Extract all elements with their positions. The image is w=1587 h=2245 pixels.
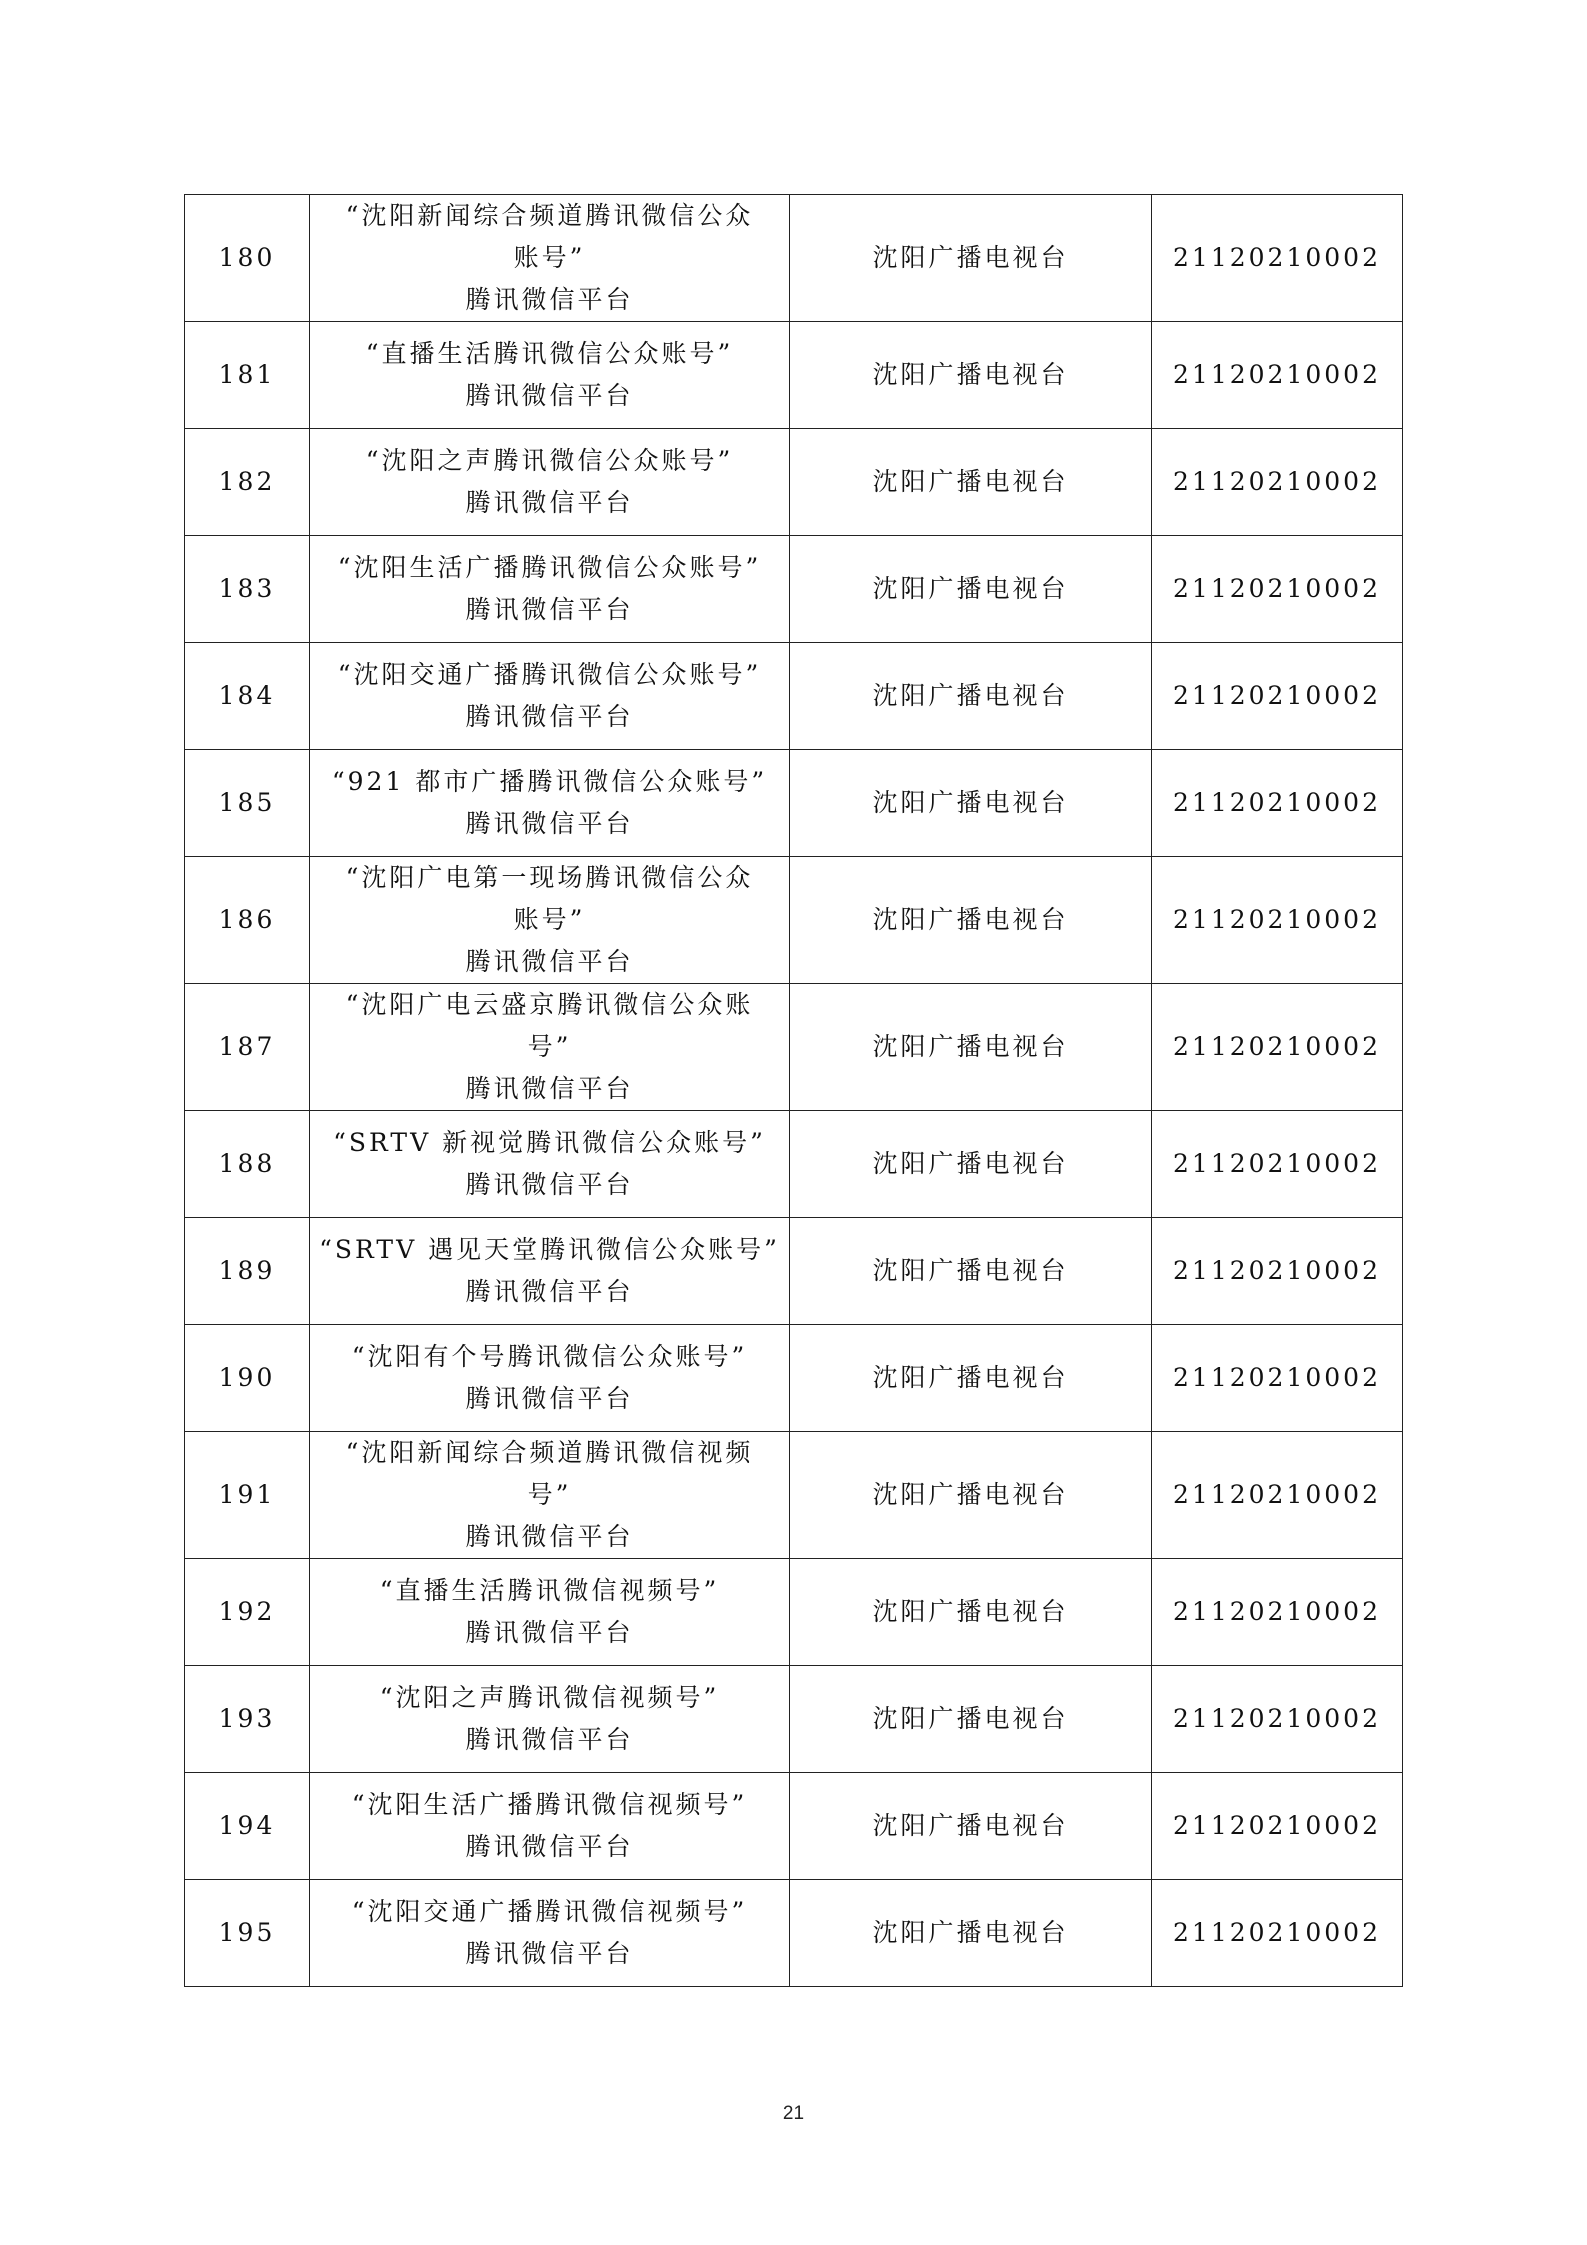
organization-cell: 沈阳广播电视台 — [790, 195, 1152, 322]
table-row — [185, 857, 1403, 984]
table-row — [185, 1666, 1403, 1773]
account-name-line: 腾讯微信平台 — [465, 947, 634, 976]
row-number-cell: 184 — [185, 643, 310, 750]
license-code-cell: 21120210002 — [1152, 1880, 1403, 1987]
account-name-cell — [310, 857, 790, 984]
account-name-cell — [310, 429, 790, 536]
account-name-cell — [310, 1559, 790, 1666]
account-name-cell — [310, 1432, 790, 1559]
table-row — [185, 536, 1403, 643]
account-name-line: 腾讯微信平台 — [465, 1618, 634, 1647]
account-name-cell — [310, 536, 790, 643]
table-row — [185, 1559, 1403, 1666]
account-name-cell — [310, 1666, 790, 1773]
account-name-line: “沈阳有个号腾讯微信公众账号” — [351, 1342, 748, 1371]
row-number-cell: 186 — [185, 857, 310, 984]
account-name-line: “沈阳新闻综合频道腾讯微信公众 — [345, 201, 754, 230]
account-name-line: “直播生活腾讯微信视频号” — [379, 1576, 720, 1605]
table-row — [185, 1111, 1403, 1218]
account-name-line: “沈阳广电云盛京腾讯微信公众账 — [345, 990, 754, 1019]
row-number-cell: 185 — [185, 750, 310, 857]
account-name-cell — [310, 643, 790, 750]
row-number-cell: 183 — [185, 536, 310, 643]
organization-cell: 沈阳广播电视台 — [790, 536, 1152, 643]
account-name-line: 腾讯微信平台 — [465, 809, 634, 838]
table-row — [185, 1325, 1403, 1432]
row-number-cell: 182 — [185, 429, 310, 536]
license-code-cell: 21120210002 — [1152, 322, 1403, 429]
organization-cell: 沈阳广播电视台 — [790, 984, 1152, 1111]
organization-cell: 沈阳广播电视台 — [790, 1559, 1152, 1666]
account-name-line: “沈阳之声腾讯微信公众账号” — [365, 446, 734, 475]
page-number: 21 — [782, 2103, 805, 2124]
account-name-line: 账号” — [513, 905, 586, 934]
organization-cell: 沈阳广播电视台 — [790, 1111, 1152, 1218]
license-code-cell: 21120210002 — [1152, 1666, 1403, 1773]
account-name-line: 腾讯微信平台 — [465, 595, 634, 624]
table-row — [185, 1773, 1403, 1880]
account-name-line: “沈阳交通广播腾讯微信视频号” — [351, 1897, 748, 1926]
table-row — [185, 1218, 1403, 1325]
license-table — [184, 194, 1403, 1987]
account-name-line: “SRTV 遇见天堂腾讯微信公众账号” — [319, 1235, 780, 1264]
account-name-line: 腾讯微信平台 — [465, 1832, 634, 1861]
license-code-cell: 21120210002 — [1152, 429, 1403, 536]
row-number-cell: 191 — [185, 1432, 310, 1559]
organization-cell: 沈阳广播电视台 — [790, 1773, 1152, 1880]
table-row — [185, 750, 1403, 857]
account-name-line: “沈阳生活广播腾讯微信公众账号” — [337, 553, 762, 582]
organization-cell: 沈阳广播电视台 — [790, 429, 1152, 536]
account-name-line: “沈阳广电第一现场腾讯微信公众 — [345, 863, 754, 892]
account-name-line: 号” — [527, 1480, 572, 1509]
license-code-cell: 21120210002 — [1152, 1325, 1403, 1432]
account-name-cell — [310, 1773, 790, 1880]
organization-cell: 沈阳广播电视台 — [790, 857, 1152, 984]
account-name-cell — [310, 984, 790, 1111]
account-name-line: 腾讯微信平台 — [465, 1725, 634, 1754]
account-name-line: 腾讯微信平台 — [465, 285, 634, 314]
license-code-cell: 21120210002 — [1152, 1218, 1403, 1325]
license-code-cell: 21120210002 — [1152, 536, 1403, 643]
row-number-cell: 194 — [185, 1773, 310, 1880]
account-name-line: “沈阳新闻综合频道腾讯微信视频 — [345, 1438, 754, 1467]
account-name-line: 账号” — [513, 243, 586, 272]
license-code-cell: 21120210002 — [1152, 1559, 1403, 1666]
organization-cell: 沈阳广播电视台 — [790, 643, 1152, 750]
row-number-cell: 181 — [185, 322, 310, 429]
account-name-cell — [310, 1218, 790, 1325]
row-number-cell: 189 — [185, 1218, 310, 1325]
account-name-line: 腾讯微信平台 — [465, 1074, 634, 1103]
row-number-cell: 195 — [185, 1880, 310, 1987]
account-name-line: “沈阳生活广播腾讯微信视频号” — [351, 1790, 748, 1819]
account-name-line: 腾讯微信平台 — [465, 702, 634, 731]
license-code-cell: 21120210002 — [1152, 643, 1403, 750]
account-name-line: 腾讯微信平台 — [465, 488, 634, 517]
organization-cell: 沈阳广播电视台 — [790, 1432, 1152, 1559]
row-number-cell: 190 — [185, 1325, 310, 1432]
account-name-line: “沈阳之声腾讯微信视频号” — [379, 1683, 720, 1712]
organization-cell: 沈阳广播电视台 — [790, 750, 1152, 857]
organization-cell: 沈阳广播电视台 — [790, 1666, 1152, 1773]
license-code-cell: 21120210002 — [1152, 984, 1403, 1111]
table-row — [185, 984, 1403, 1111]
organization-cell: 沈阳广播电视台 — [790, 322, 1152, 429]
license-code-cell: 21120210002 — [1152, 1432, 1403, 1559]
row-number-cell: 188 — [185, 1111, 310, 1218]
account-name-cell — [310, 322, 790, 429]
account-name-line: “921 都市广播腾讯微信公众账号” — [331, 767, 768, 796]
table-row — [185, 429, 1403, 536]
license-code-cell: 21120210002 — [1152, 857, 1403, 984]
license-code-cell: 21120210002 — [1152, 195, 1403, 322]
license-code-cell: 21120210002 — [1152, 1111, 1403, 1218]
account-name-cell — [310, 1111, 790, 1218]
row-number-cell: 192 — [185, 1559, 310, 1666]
account-name-line: 腾讯微信平台 — [465, 1384, 634, 1413]
account-name-line: 腾讯微信平台 — [465, 1277, 634, 1306]
organization-cell: 沈阳广播电视台 — [790, 1218, 1152, 1325]
table-body — [185, 195, 1403, 1987]
license-code-cell: 21120210002 — [1152, 1773, 1403, 1880]
table-row — [185, 1432, 1403, 1559]
account-name-line: 腾讯微信平台 — [465, 1939, 634, 1968]
account-name-line: “沈阳交通广播腾讯微信公众账号” — [337, 660, 762, 689]
row-number-cell: 180 — [185, 195, 310, 322]
account-name-line: “直播生活腾讯微信公众账号” — [365, 339, 734, 368]
account-name-cell — [310, 1325, 790, 1432]
account-name-cell — [310, 195, 790, 322]
table-row — [185, 643, 1403, 750]
row-number-cell: 193 — [185, 1666, 310, 1773]
account-name-cell — [310, 1880, 790, 1987]
account-name-line: “SRTV 新视觉腾讯微信公众账号” — [333, 1128, 766, 1157]
account-name-line: 腾讯微信平台 — [465, 381, 634, 410]
account-name-line: 号” — [527, 1032, 572, 1061]
account-name-line: 腾讯微信平台 — [465, 1522, 634, 1551]
table-row — [185, 322, 1403, 429]
table-row — [185, 195, 1403, 322]
account-name-cell — [310, 750, 790, 857]
account-name-line: 腾讯微信平台 — [465, 1170, 634, 1199]
table-row — [185, 1880, 1403, 1987]
row-number-cell: 187 — [185, 984, 310, 1111]
organization-cell: 沈阳广播电视台 — [790, 1325, 1152, 1432]
license-code-cell: 21120210002 — [1152, 750, 1403, 857]
organization-cell: 沈阳广播电视台 — [790, 1880, 1152, 1987]
